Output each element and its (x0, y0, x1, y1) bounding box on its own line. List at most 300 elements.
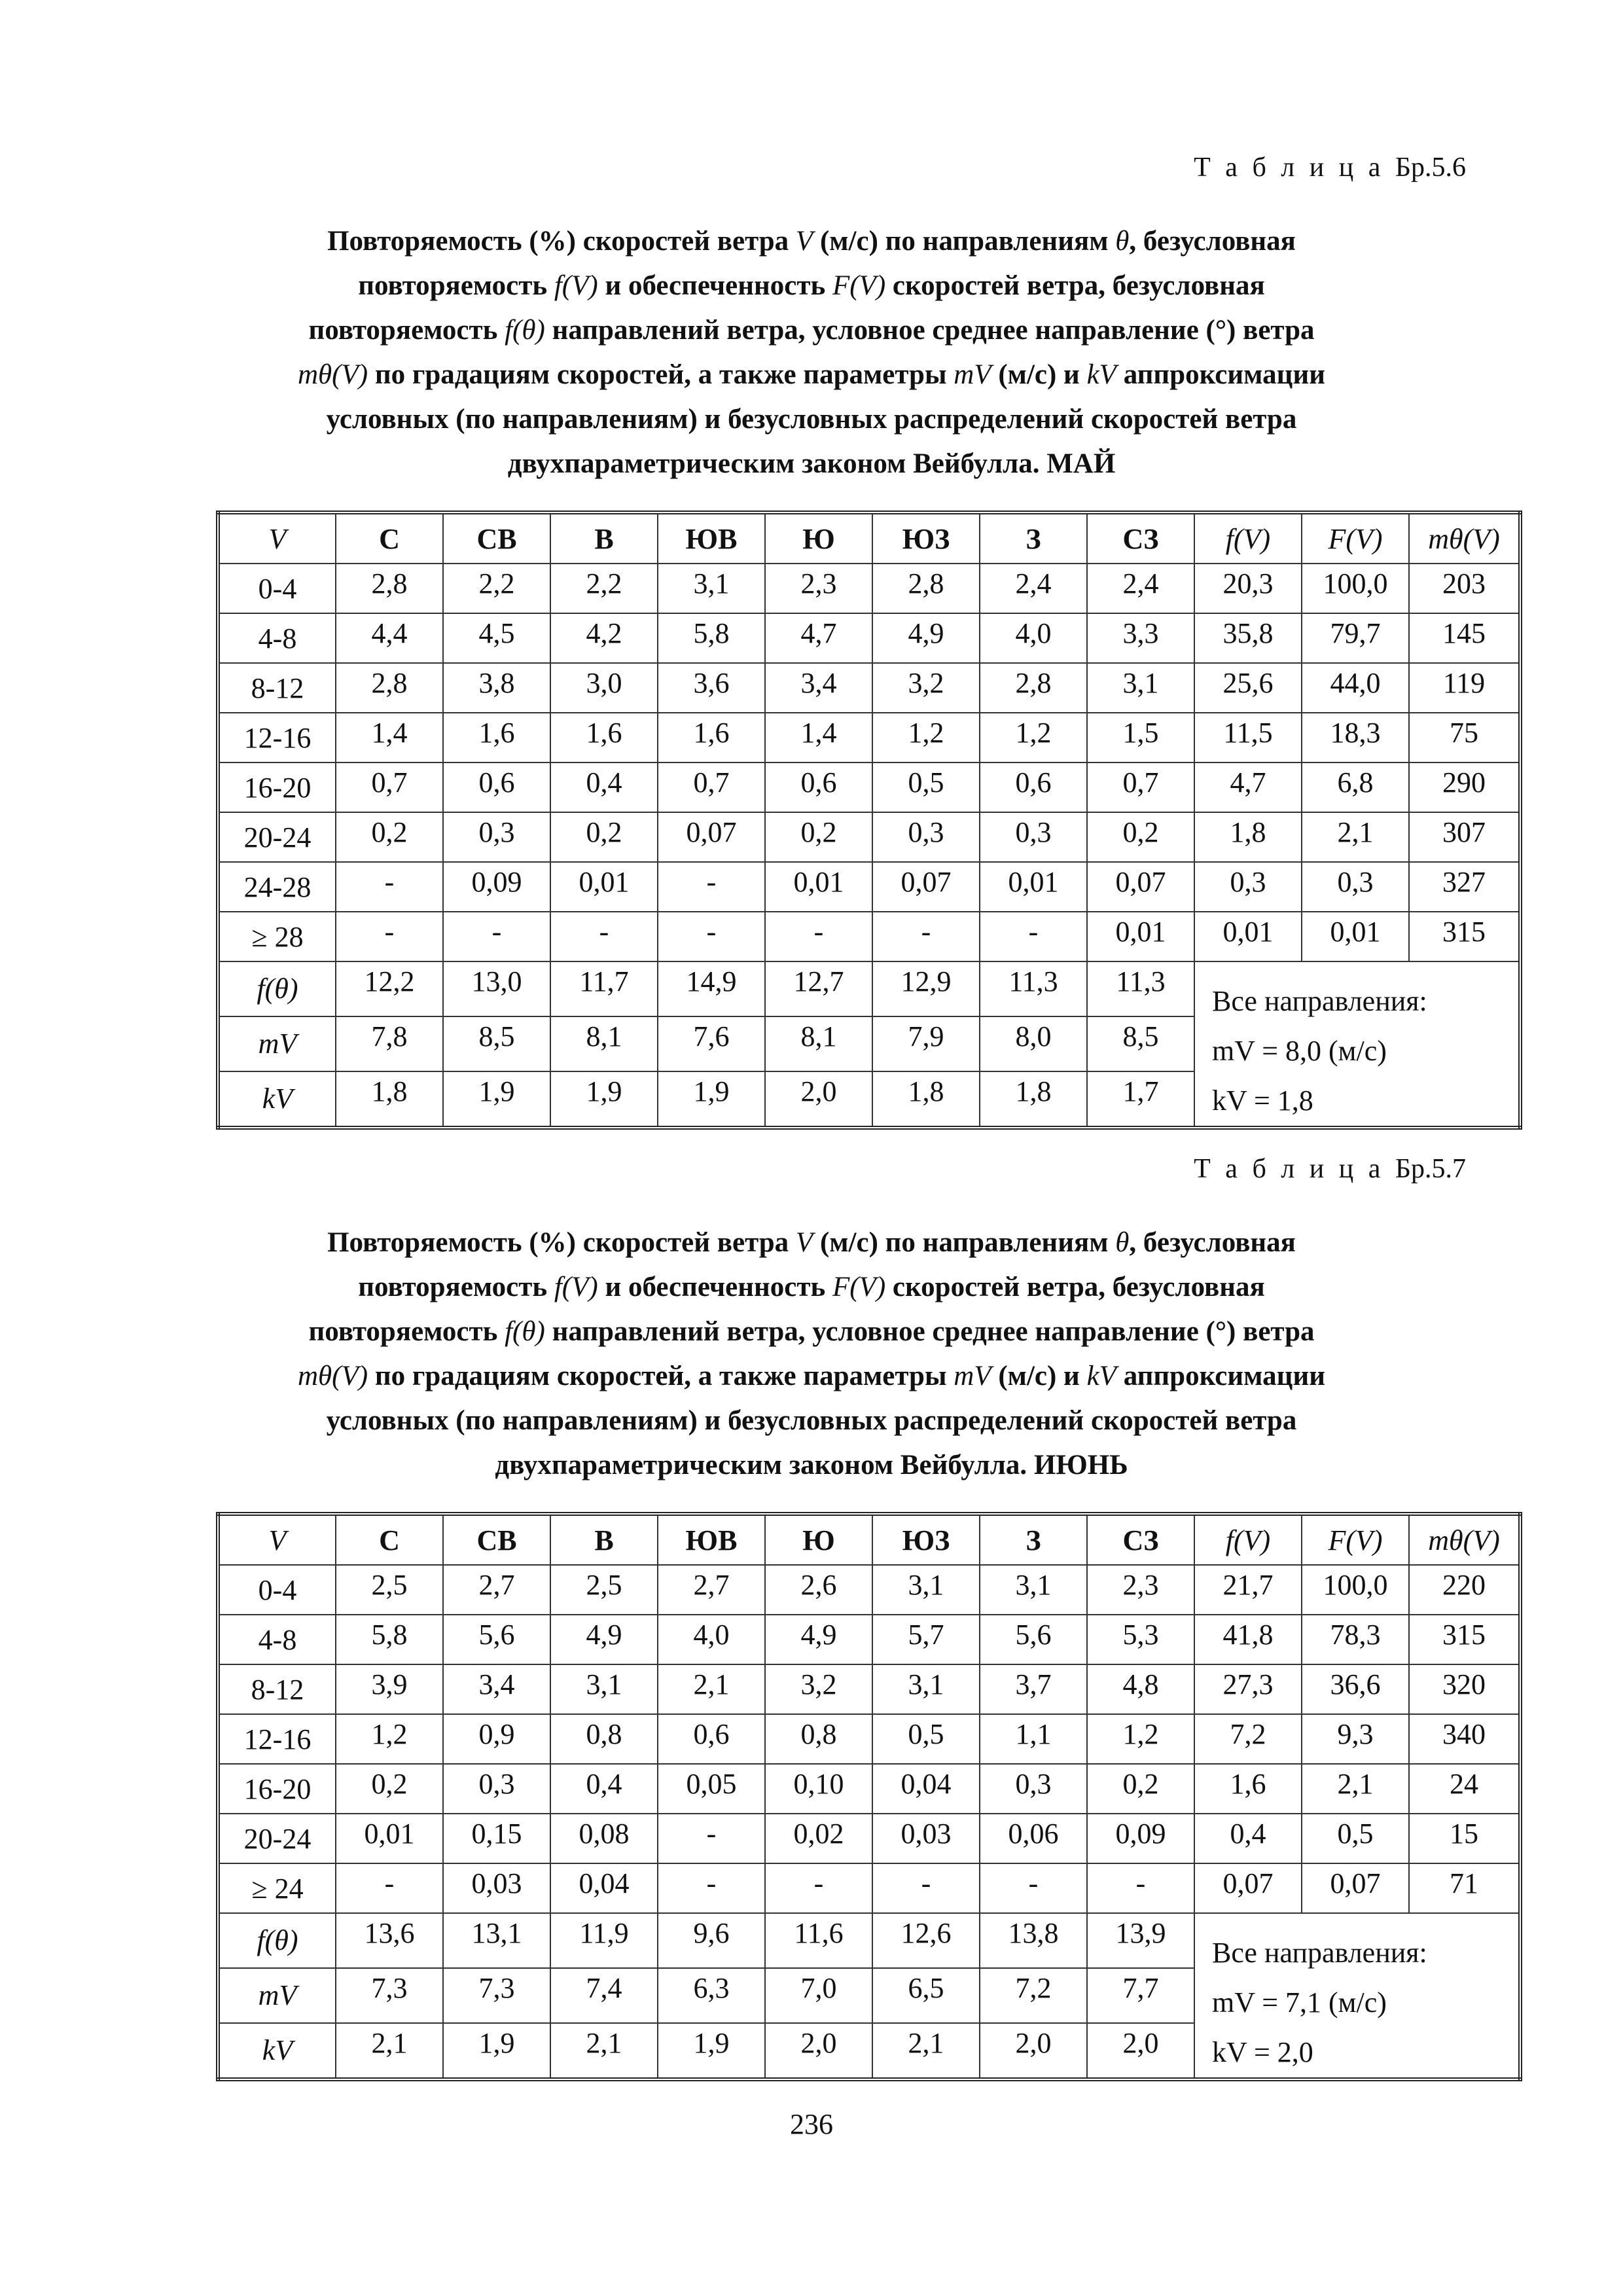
summary-value: 13,8 (980, 1913, 1087, 1968)
header-f-v: f(V) (1194, 512, 1302, 564)
value-cell: 4,0 (980, 613, 1087, 663)
speed-range: 4-8 (218, 1615, 336, 1664)
caption-text: скоростей ветра, безусловная (885, 1272, 1265, 1302)
summary-value: 8,5 (443, 1016, 550, 1071)
f-v-cell: 11,5 (1194, 713, 1302, 762)
summary-value: 2,0 (765, 2023, 872, 2079)
header-direction: Ю (765, 512, 872, 564)
caption-text: двухпараметрическим законом Вейбулла. МАЙ (507, 448, 1116, 479)
value-cell: 0,07 (1087, 862, 1194, 912)
value-cell: 1,4 (336, 713, 443, 762)
all-directions-kV-line: kV = 2,0 (1212, 2036, 1313, 2068)
speed-range: 4-8 (218, 613, 336, 663)
value-cell: 1,5 (1087, 713, 1194, 762)
header-direction: ЮВ (658, 512, 765, 564)
header-direction: С (336, 1514, 443, 1565)
value-cell: 3,3 (1087, 613, 1194, 663)
table-row (218, 1664, 1520, 1714)
value-cell: 2,1 (658, 1664, 765, 1714)
caption-symbol: V (795, 1227, 813, 1258)
summary-value: 13,0 (443, 961, 550, 1016)
caption-text: Повторяемость (%) скоростей ветра (327, 226, 796, 257)
value-cell: 1,2 (980, 713, 1087, 762)
summary-value: 7,4 (550, 1968, 658, 2023)
f-v-cell: 0,4 (1194, 1814, 1302, 1863)
m-theta-cell: 220 (1409, 1565, 1520, 1615)
value-cell: 0,01 (550, 862, 658, 912)
value-cell: 0,04 (550, 1863, 658, 1913)
value-cell: 0,4 (550, 762, 658, 812)
table-label-1 (1194, 152, 1466, 183)
value-cell: 4,5 (443, 613, 550, 663)
caption-symbol: mV (954, 1361, 991, 1391)
table-row (218, 663, 1520, 713)
value-cell: 3,1 (980, 1565, 1087, 1615)
table-label-number: Бр.5.7 (1395, 1154, 1466, 1184)
value-cell: 0,10 (765, 1764, 872, 1814)
value-cell: 3,0 (550, 663, 658, 713)
value-cell: 3,4 (443, 1664, 550, 1714)
value-cell: 0,2 (1087, 1764, 1194, 1814)
summary-value: 8,0 (980, 1016, 1087, 1071)
value-cell: 2,8 (980, 663, 1087, 713)
speed-range: 12-16 (218, 713, 336, 762)
summary-value: 12,7 (765, 961, 872, 1016)
value-cell: - (765, 912, 872, 961)
value-cell: 4,0 (658, 1615, 765, 1664)
caption-line (196, 1221, 1427, 1265)
caption-line (196, 1399, 1427, 1443)
m-theta-cell: 327 (1409, 862, 1520, 912)
header-direction: СВ (443, 1514, 550, 1565)
header-direction: Ю (765, 1514, 872, 1565)
f-v-cell: 41,8 (1194, 1615, 1302, 1664)
data-table-1 (216, 511, 1522, 1130)
cap-f-v-cell: 100,0 (1302, 564, 1409, 613)
caption-text: двухпараметрическим законом Вейбулла. ИЮНЬ (495, 1450, 1128, 1480)
summary-value: 1,9 (658, 2023, 765, 2079)
value-cell: - (872, 1863, 980, 1913)
f-v-cell: 25,6 (1194, 663, 1302, 713)
all-directions-title: Все направления: (1212, 985, 1427, 1017)
value-cell: 5,8 (658, 613, 765, 663)
summary-value: 11,9 (550, 1913, 658, 1968)
value-cell: - (980, 912, 1087, 961)
summary-value: 6,3 (658, 1968, 765, 2023)
caption-text: повторяемость (308, 1316, 505, 1347)
value-cell: 4,9 (872, 613, 980, 663)
header-direction: ЮЗ (872, 512, 980, 564)
value-cell: 0,2 (1087, 812, 1194, 862)
header-direction: З (980, 1514, 1087, 1565)
value-cell: - (1087, 1863, 1194, 1913)
caption-line (196, 442, 1427, 486)
value-cell: 1,2 (872, 713, 980, 762)
caption-symbol: f(θ) (505, 1316, 545, 1347)
speed-range: 8-12 (218, 663, 336, 713)
summary-value: 12,6 (872, 1913, 980, 1968)
value-cell: 0,05 (658, 1764, 765, 1814)
caption-text: и обеспеченность (597, 1272, 832, 1302)
value-cell: 0,01 (765, 862, 872, 912)
cap-f-v-cell: 2,1 (1302, 812, 1409, 862)
speed-range: ≥ 24 (218, 1863, 336, 1913)
header-speed: V (218, 1514, 336, 1565)
table-row (218, 564, 1520, 613)
summary-value: 7,0 (765, 1968, 872, 2023)
value-cell: 0,6 (658, 1714, 765, 1764)
summary-value: 2,1 (872, 2023, 980, 2079)
cap-f-v-cell: 79,7 (1302, 613, 1409, 663)
summary-value: 11,6 (765, 1913, 872, 1968)
value-cell: 1,6 (443, 713, 550, 762)
value-cell: 0,07 (872, 862, 980, 912)
m-theta-cell: 290 (1409, 762, 1520, 812)
header-m-theta: mθ(V) (1409, 512, 1520, 564)
value-cell: 0,3 (443, 812, 550, 862)
value-cell: 2,8 (336, 564, 443, 613)
value-cell: - (980, 1863, 1087, 1913)
f-v-cell: 20,3 (1194, 564, 1302, 613)
value-cell: 3,1 (658, 564, 765, 613)
value-cell: 0,01 (336, 1814, 443, 1863)
caption-symbol: kV (1086, 1361, 1116, 1391)
value-cell: - (550, 912, 658, 961)
value-cell: 0,09 (1087, 1814, 1194, 1863)
value-cell: 0,3 (980, 812, 1087, 862)
table-row (218, 1565, 1520, 1615)
caption-symbol: f(V) (554, 1272, 598, 1302)
summary-value: 2,1 (336, 2023, 443, 2079)
caption-text: , безусловная (1129, 1227, 1296, 1258)
value-cell: 2,2 (443, 564, 550, 613)
summary-value: 2,0 (765, 1071, 872, 1128)
value-cell: 4,9 (550, 1615, 658, 1664)
value-cell: 1,6 (658, 713, 765, 762)
all-directions-kV-line: kV = 1,8 (1212, 1085, 1313, 1117)
summary-value: 12,9 (872, 961, 980, 1016)
caption-text: , безусловная (1129, 226, 1296, 257)
summary-value: 1,9 (443, 2023, 550, 2079)
value-cell: 0,08 (550, 1814, 658, 1863)
summary-value: 11,3 (980, 961, 1087, 1016)
value-cell: 1,2 (1087, 1714, 1194, 1764)
f-v-cell: 0,3 (1194, 862, 1302, 912)
all-directions-box (1194, 1913, 1520, 2079)
value-cell: 0,02 (765, 1814, 872, 1863)
header-direction: С (336, 512, 443, 564)
all-directions-mV-line: mV = 7,1 (м/с) (1212, 1986, 1387, 2018)
summary-label: kV (218, 2023, 336, 2079)
cap-f-v-cell: 18,3 (1302, 713, 1409, 762)
f-v-cell: 0,01 (1194, 912, 1302, 961)
summary-label: kV (218, 1071, 336, 1128)
value-cell: 3,6 (658, 663, 765, 713)
summary-label: mV (218, 1968, 336, 2023)
speed-range: 0-4 (218, 564, 336, 613)
value-cell: 0,7 (336, 762, 443, 812)
table-label-number: Бр.5.6 (1395, 152, 1466, 183)
value-cell: 0,8 (765, 1714, 872, 1764)
caption-line (196, 353, 1427, 397)
caption-text: аппроксимации (1116, 359, 1325, 390)
header-direction: ЮВ (658, 1514, 765, 1565)
summary-value: 7,3 (336, 1968, 443, 2023)
f-v-cell: 27,3 (1194, 1664, 1302, 1714)
cap-f-v-cell: 0,01 (1302, 912, 1409, 961)
value-cell: 3,2 (872, 663, 980, 713)
value-cell: 3,1 (872, 1664, 980, 1714)
all-directions-title: Все направления: (1212, 1937, 1427, 1969)
value-cell: 2,6 (765, 1565, 872, 1615)
value-cell: 4,2 (550, 613, 658, 663)
summary-value: 7,9 (872, 1016, 980, 1071)
summary-value: 2,1 (550, 2023, 658, 2079)
table-row (218, 912, 1520, 961)
caption-symbol: mθ(V) (298, 359, 368, 390)
value-cell: 0,3 (872, 812, 980, 862)
cap-f-v-cell: 100,0 (1302, 1565, 1409, 1615)
speed-range: 12-16 (218, 1714, 336, 1764)
caption-symbol: F(V) (832, 270, 886, 301)
table-row (218, 1863, 1520, 1913)
value-cell: 0,7 (658, 762, 765, 812)
caption-text: Повторяемость (%) скоростей ветра (327, 1227, 796, 1258)
value-cell: - (336, 862, 443, 912)
caption-line (196, 1354, 1427, 1399)
caption-text: (м/с) и (991, 359, 1087, 390)
value-cell: 2,3 (765, 564, 872, 613)
caption-text: направлений ветра, условное среднее направление (°) ветра (544, 315, 1315, 346)
summary-row (218, 961, 1520, 1016)
caption-text: и обеспеченность (597, 270, 832, 301)
caption-text: повторяемость (358, 270, 554, 301)
value-cell: 4,7 (765, 613, 872, 663)
header-direction: В (550, 1514, 658, 1565)
summary-value: 1,7 (1087, 1071, 1194, 1128)
speed-range: 8-12 (218, 1664, 336, 1714)
summary-value: 1,9 (443, 1071, 550, 1128)
cap-f-v-cell: 78,3 (1302, 1615, 1409, 1664)
value-cell: - (658, 1814, 765, 1863)
caption-symbol: mθ(V) (298, 1361, 368, 1391)
summary-value: 6,5 (872, 1968, 980, 2023)
summary-value: 11,7 (550, 961, 658, 1016)
value-cell: 1,1 (980, 1714, 1087, 1764)
value-cell: 4,8 (1087, 1664, 1194, 1714)
value-cell: 5,7 (872, 1615, 980, 1664)
header-direction: В (550, 512, 658, 564)
table-row (218, 812, 1520, 862)
value-cell: 0,03 (872, 1814, 980, 1863)
caption-text: по градациям скоростей, а также параметры (368, 1361, 954, 1391)
value-cell: 3,1 (1087, 663, 1194, 713)
value-cell: - (658, 912, 765, 961)
table-row (218, 862, 1520, 912)
f-v-cell: 1,8 (1194, 812, 1302, 862)
value-cell: - (336, 912, 443, 961)
value-cell: 3,2 (765, 1664, 872, 1714)
value-cell: 4,9 (765, 1615, 872, 1664)
value-cell: 0,15 (443, 1814, 550, 1863)
all-directions-mV-line: mV = 8,0 (м/с) (1212, 1035, 1387, 1067)
summary-value: 1,9 (550, 1071, 658, 1128)
speed-range: 16-20 (218, 1764, 336, 1814)
summary-value: 1,8 (872, 1071, 980, 1128)
summary-value: 14,9 (658, 961, 765, 1016)
table-row (218, 1814, 1520, 1863)
value-cell: 3,7 (980, 1664, 1087, 1714)
f-v-cell: 35,8 (1194, 613, 1302, 663)
header-direction: СВ (443, 512, 550, 564)
m-theta-cell: 75 (1409, 713, 1520, 762)
summary-value: 1,8 (336, 1071, 443, 1128)
value-cell: - (872, 912, 980, 961)
value-cell: 0,01 (1087, 912, 1194, 961)
cap-f-v-cell: 6,8 (1302, 762, 1409, 812)
caption-symbol: f(V) (554, 270, 598, 301)
f-v-cell: 1,6 (1194, 1764, 1302, 1814)
m-theta-cell: 340 (1409, 1714, 1520, 1764)
summary-value: 13,1 (443, 1913, 550, 1968)
value-cell: 5,8 (336, 1615, 443, 1664)
f-v-cell: 7,2 (1194, 1714, 1302, 1764)
table-row (218, 1615, 1520, 1664)
value-cell: 0,4 (550, 1764, 658, 1814)
header-cap-f-v: F(V) (1302, 512, 1409, 564)
header-speed: V (218, 512, 336, 564)
page-number: 236 (790, 2108, 833, 2140)
table-row (218, 1764, 1520, 1814)
value-cell: 2,2 (550, 564, 658, 613)
table-row (218, 713, 1520, 762)
value-cell: 0,5 (872, 762, 980, 812)
header-row (218, 1514, 1520, 1565)
data-table-2 (216, 1512, 1522, 2081)
summary-value: 8,1 (550, 1016, 658, 1071)
m-theta-cell: 71 (1409, 1863, 1520, 1913)
value-cell: 5,6 (980, 1615, 1087, 1664)
m-theta-cell: 145 (1409, 613, 1520, 663)
speed-range: ≥ 28 (218, 912, 336, 961)
summary-value: 13,6 (336, 1913, 443, 1968)
table-row (218, 1714, 1520, 1764)
value-cell: 5,6 (443, 1615, 550, 1664)
value-cell: 0,6 (980, 762, 1087, 812)
header-m-theta: mθ(V) (1409, 1514, 1520, 1565)
table-label-2 (1194, 1153, 1466, 1185)
value-cell: 2,4 (980, 564, 1087, 613)
m-theta-cell: 203 (1409, 564, 1520, 613)
summary-value: 2,0 (1087, 2023, 1194, 2079)
value-cell: 2,5 (336, 1565, 443, 1615)
m-theta-cell: 320 (1409, 1664, 1520, 1714)
caption-line (196, 264, 1427, 308)
caption-text: повторяемость (358, 1272, 554, 1302)
summary-value: 7,2 (980, 1968, 1087, 2023)
value-cell: 0,03 (443, 1863, 550, 1913)
value-cell: 3,1 (872, 1565, 980, 1615)
value-cell: - (336, 1863, 443, 1913)
table-row (218, 762, 1520, 812)
value-cell: - (765, 1863, 872, 1913)
caption-line (196, 308, 1427, 353)
value-cell: - (658, 1863, 765, 1913)
m-theta-cell: 315 (1409, 1615, 1520, 1664)
value-cell: 2,8 (872, 564, 980, 613)
summary-value: 7,8 (336, 1016, 443, 1071)
value-cell: 0,9 (443, 1714, 550, 1764)
value-cell: 1,4 (765, 713, 872, 762)
header-row (218, 512, 1520, 564)
value-cell: 3,8 (443, 663, 550, 713)
caption-text: направлений ветра, условное среднее направление (°) ветра (544, 1316, 1315, 1347)
summary-label: f(θ) (218, 1913, 336, 1968)
cap-f-v-cell: 9,3 (1302, 1714, 1409, 1764)
f-v-cell: 4,7 (1194, 762, 1302, 812)
caption-line (196, 1443, 1427, 1488)
caption-symbol: V (795, 226, 813, 257)
cap-f-v-cell: 0,07 (1302, 1863, 1409, 1913)
value-cell: 0,3 (443, 1764, 550, 1814)
value-cell: 0,2 (336, 1764, 443, 1814)
speed-range: 24-28 (218, 862, 336, 912)
value-cell: 0,3 (980, 1764, 1087, 1814)
value-cell: 2,4 (1087, 564, 1194, 613)
value-cell: 2,5 (550, 1565, 658, 1615)
m-theta-cell: 15 (1409, 1814, 1520, 1863)
cap-f-v-cell: 2,1 (1302, 1764, 1409, 1814)
caption-text: условных (по направлениям) и безусловных распределений скоростей ветра (326, 404, 1297, 435)
value-cell: 0,07 (658, 812, 765, 862)
caption-line (196, 1265, 1427, 1310)
value-cell: 2,8 (336, 663, 443, 713)
caption-text: аппроксимации (1116, 1361, 1325, 1391)
header-direction: СЗ (1087, 512, 1194, 564)
header-direction: З (980, 512, 1087, 564)
caption-symbol: f(θ) (505, 315, 545, 346)
caption-symbol: θ (1115, 226, 1130, 257)
value-cell: 0,8 (550, 1714, 658, 1764)
m-theta-cell: 24 (1409, 1764, 1520, 1814)
summary-value: 11,3 (1087, 961, 1194, 1016)
value-cell: 3,9 (336, 1664, 443, 1714)
value-cell: 0,09 (443, 862, 550, 912)
value-cell: 0,7 (1087, 762, 1194, 812)
f-v-cell: 21,7 (1194, 1565, 1302, 1615)
caption-text: скоростей ветра, безусловная (885, 270, 1265, 301)
summary-value: 7,6 (658, 1016, 765, 1071)
speed-range: 0-4 (218, 1565, 336, 1615)
caption-text: (м/с) по направлениям (813, 226, 1116, 257)
cap-f-v-cell: 44,0 (1302, 663, 1409, 713)
value-cell: 0,5 (872, 1714, 980, 1764)
caption-symbol: F(V) (832, 1272, 886, 1302)
table-label-word: Т а б л и ц а (1194, 1154, 1385, 1184)
summary-value: 13,9 (1087, 1913, 1194, 1968)
header-f-v: f(V) (1194, 1514, 1302, 1565)
caption-text: по градациям скоростей, а также параметры (368, 359, 954, 390)
value-cell: 0,04 (872, 1764, 980, 1814)
value-cell: 1,6 (550, 713, 658, 762)
header-cap-f-v: F(V) (1302, 1514, 1409, 1565)
caption-symbol: mV (954, 359, 991, 390)
value-cell: 3,4 (765, 663, 872, 713)
cap-f-v-cell: 36,6 (1302, 1664, 1409, 1714)
caption-text: (м/с) и (991, 1361, 1087, 1391)
cap-f-v-cell: 0,5 (1302, 1814, 1409, 1863)
summary-value: 7,7 (1087, 1968, 1194, 2023)
